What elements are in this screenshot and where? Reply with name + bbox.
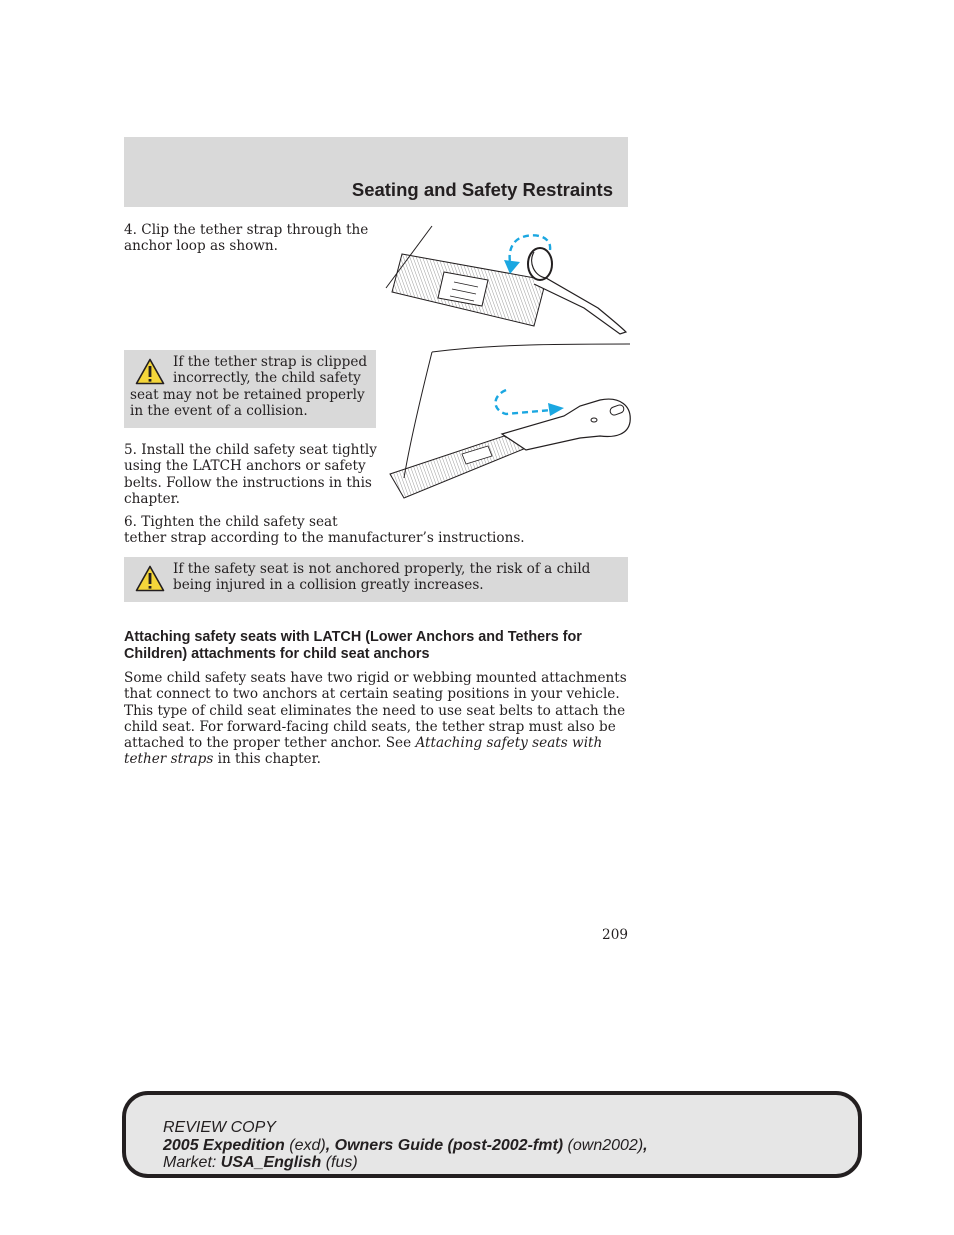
- paragraph-line: [124, 751, 627, 767]
- paragraph-text: attached to the proper tether anchor. See: [124, 735, 416, 752]
- page-number: 209: [602, 927, 628, 943]
- warning-text-1b: [130, 387, 365, 420]
- footer-market-label: Market:: [163, 1154, 221, 1171]
- paragraph-line: that connect to two anchors at certain seating positions in your vehicle.: [124, 686, 620, 703]
- warning-triangle-icon: [135, 565, 165, 592]
- warning-line: seat may not be retained properly: [130, 386, 365, 403]
- warning-line: incorrectly, the child safety: [173, 370, 361, 387]
- step-6-line: 6. Tighten the child safety seat: [124, 514, 338, 530]
- latch-subheading: [124, 629, 634, 663]
- footer-guide: , Owners Guide (post-2002-fmt): [325, 1136, 564, 1154]
- paragraph-line: Some child safety seats have two rigid or webbing mounted attachments: [124, 670, 627, 686]
- warning-box-1: [124, 350, 376, 428]
- footer-comma: ,: [643, 1136, 648, 1154]
- step-5-line: using the LATCH anchors or safety: [124, 458, 366, 475]
- footer-line-1: REVIEW COPY: [163, 1119, 276, 1136]
- tether-clip-illustration: [384, 222, 632, 340]
- tether-hook: [502, 399, 630, 450]
- paragraph-line: [124, 735, 627, 751]
- step-6: [124, 514, 525, 547]
- warning-line: in the event of a collision.: [130, 402, 308, 419]
- seat-back-edge: [404, 352, 432, 478]
- arrow-head-icon: [548, 403, 564, 416]
- footer-line-2: [163, 1137, 648, 1155]
- footer-model-code: (exd): [284, 1136, 326, 1154]
- footer-market-code: (fus): [321, 1154, 358, 1171]
- footer-model: 2005 Expedition: [163, 1136, 285, 1154]
- step-4-line: 4. Clip the tether strap through the: [124, 222, 369, 238]
- warning-line: If the tether strap is clipped: [173, 354, 368, 370]
- cross-reference-link: tether straps: [124, 751, 214, 768]
- warning-line: being injured in a collision greatly increases.: [173, 577, 484, 594]
- direction-arrow-path: [496, 390, 553, 414]
- warning-text-2: [173, 561, 590, 594]
- step-5: [124, 442, 377, 507]
- step-6-line: tether strap according to the manufacturer’s instructions.: [124, 530, 525, 547]
- section-header-band: [124, 137, 628, 207]
- footer-market: USA_English: [220, 1154, 322, 1171]
- step-4: [124, 222, 368, 255]
- tether-seat-illustration: [384, 342, 632, 504]
- seat-top-line: [432, 344, 630, 352]
- cross-reference-link: Attaching safety seats with: [415, 735, 603, 752]
- warning-text-1a: [173, 354, 367, 387]
- warning-box-2: [124, 557, 628, 602]
- paragraph-text: in this chapter.: [213, 751, 321, 768]
- step-5-line: chapter.: [124, 490, 181, 507]
- step-5-line: belts. Follow the instructions in this: [124, 474, 372, 491]
- arrow-head-icon: [504, 260, 520, 274]
- step-5-line: 5. Install the child safety seat tightly: [124, 442, 377, 458]
- anchor-hook: [532, 252, 626, 334]
- subheading-line: Attaching safety seats with LATCH (Lower Anchors and Tethers for: [124, 629, 582, 645]
- warning-line: If the safety seat is not anchored properly, the risk of a child: [173, 561, 591, 577]
- section-title: Seating and Safety Restraints: [351, 179, 613, 200]
- review-copy-footer: [122, 1091, 862, 1178]
- footer-text: [163, 1119, 648, 1172]
- subheading-line: Children) attachments for child seat anchors: [124, 646, 430, 662]
- warning-triangle-icon: [135, 358, 165, 385]
- latch-paragraph: [124, 670, 627, 768]
- footer-guide-code: (own2002): [563, 1136, 644, 1154]
- step-4-line: anchor loop as shown.: [124, 238, 278, 255]
- paragraph-line: This type of child seat eliminates the need to use seat belts to attach the: [124, 702, 626, 719]
- footer-line-3: [163, 1154, 648, 1172]
- paragraph-line: child seat. For forward-facing child seats, the tether strap must also be: [124, 718, 616, 735]
